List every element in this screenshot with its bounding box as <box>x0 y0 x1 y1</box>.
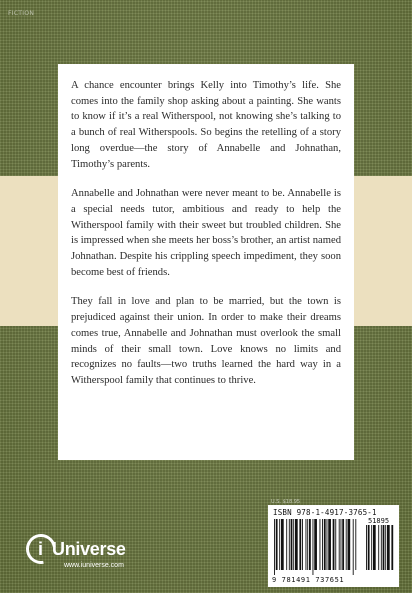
blurb-panel <box>58 64 354 460</box>
barcode-bar <box>289 519 290 570</box>
barcode-bar <box>391 525 393 570</box>
barcode-bar <box>387 525 390 570</box>
barcode-bar <box>368 525 370 570</box>
blurb-paragraph-3: They fall in love and plan to be married, but the town is prejudiced against their union. In order to make their dreams comes true, Annabelle and Johnathan must overlook the small minds of their small town. Love knows no limits and recognizes no faults—two truths learned the hard way in a Witherspool family that continues to thrive. <box>71 296 341 386</box>
barcode-bar <box>335 519 336 570</box>
barcode-bar <box>371 525 372 570</box>
barcode-bar <box>346 519 347 570</box>
barcode-bar <box>320 519 321 570</box>
barcode-bar <box>353 519 354 575</box>
barcode-bar <box>366 525 367 570</box>
barcode-bar <box>339 519 340 570</box>
blurb-paragraph-1: A chance encounter brings Kelly into Timothy’s life. She comes into the family shop asking about a painting. She wants to know if it’s a real Witherspool, not knowing she’s talking to a bunch of real Witherspools. So begins the retelling of a story long overdue—the story of Annabelle and Johnathan, Timothy’s parents. <box>71 80 341 170</box>
barcode-bar <box>293 519 294 570</box>
barcode-bar <box>381 525 382 570</box>
price-mark: U.S. $18.95 <box>271 499 301 505</box>
barcode-bar <box>328 519 331 570</box>
barcode-bar <box>314 519 317 570</box>
barcode-bar <box>378 525 379 570</box>
barcode-bar <box>286 519 287 570</box>
ean-barcode <box>274 519 362 575</box>
barcode-bar <box>281 519 284 570</box>
barcode-bar <box>342 519 344 570</box>
publisher-url: www.iuniverse.com <box>64 562 124 569</box>
barcode-bar <box>355 519 356 570</box>
logo-i: i <box>38 539 44 559</box>
barcode-bar <box>299 519 301 570</box>
barcode-bar <box>322 519 323 570</box>
ean-number: 9 781491 737651 <box>272 576 345 584</box>
barcode-bar <box>313 519 314 575</box>
barcode-bar <box>307 519 308 570</box>
addon-number: 51895 <box>368 517 390 525</box>
barcode-bar <box>333 519 335 570</box>
barcode-bar <box>327 519 328 570</box>
barcode-bar <box>302 519 303 570</box>
barcode-bar <box>383 525 385 570</box>
barcode-bar <box>291 519 293 570</box>
barcode-bar <box>309 519 311 570</box>
barcode-box <box>268 505 399 587</box>
publisher-name: Universe <box>52 539 126 559</box>
barcode-bar <box>274 519 275 575</box>
addon-barcode <box>366 525 394 575</box>
barcode-bar <box>295 519 298 570</box>
blurb-paragraph-2: Annabelle and Johnathan were never meant to be. Annabelle is a special needs tutor, ambitious and ready to help the Witherspool family with their sweet but troubled children. She is impressed when she meets her boss’s brother, an artist named Johnathan. Despite his crippling speech impediment, they soon become best of friends. <box>71 188 341 278</box>
barcode-bar <box>276 519 278 570</box>
barcode-bar <box>348 519 351 570</box>
barcode-bar <box>324 519 326 570</box>
isbn-text: ISBN 978-1-4917-3765-1 <box>273 508 377 517</box>
barcode-bar <box>373 525 376 570</box>
barcode-bar <box>279 519 280 570</box>
iuniverse-logo <box>26 534 166 576</box>
barcode-bar <box>385 525 386 570</box>
barcode-bar <box>306 519 307 570</box>
barcode-bar <box>341 519 342 570</box>
genre-label: FICTION <box>8 10 35 17</box>
